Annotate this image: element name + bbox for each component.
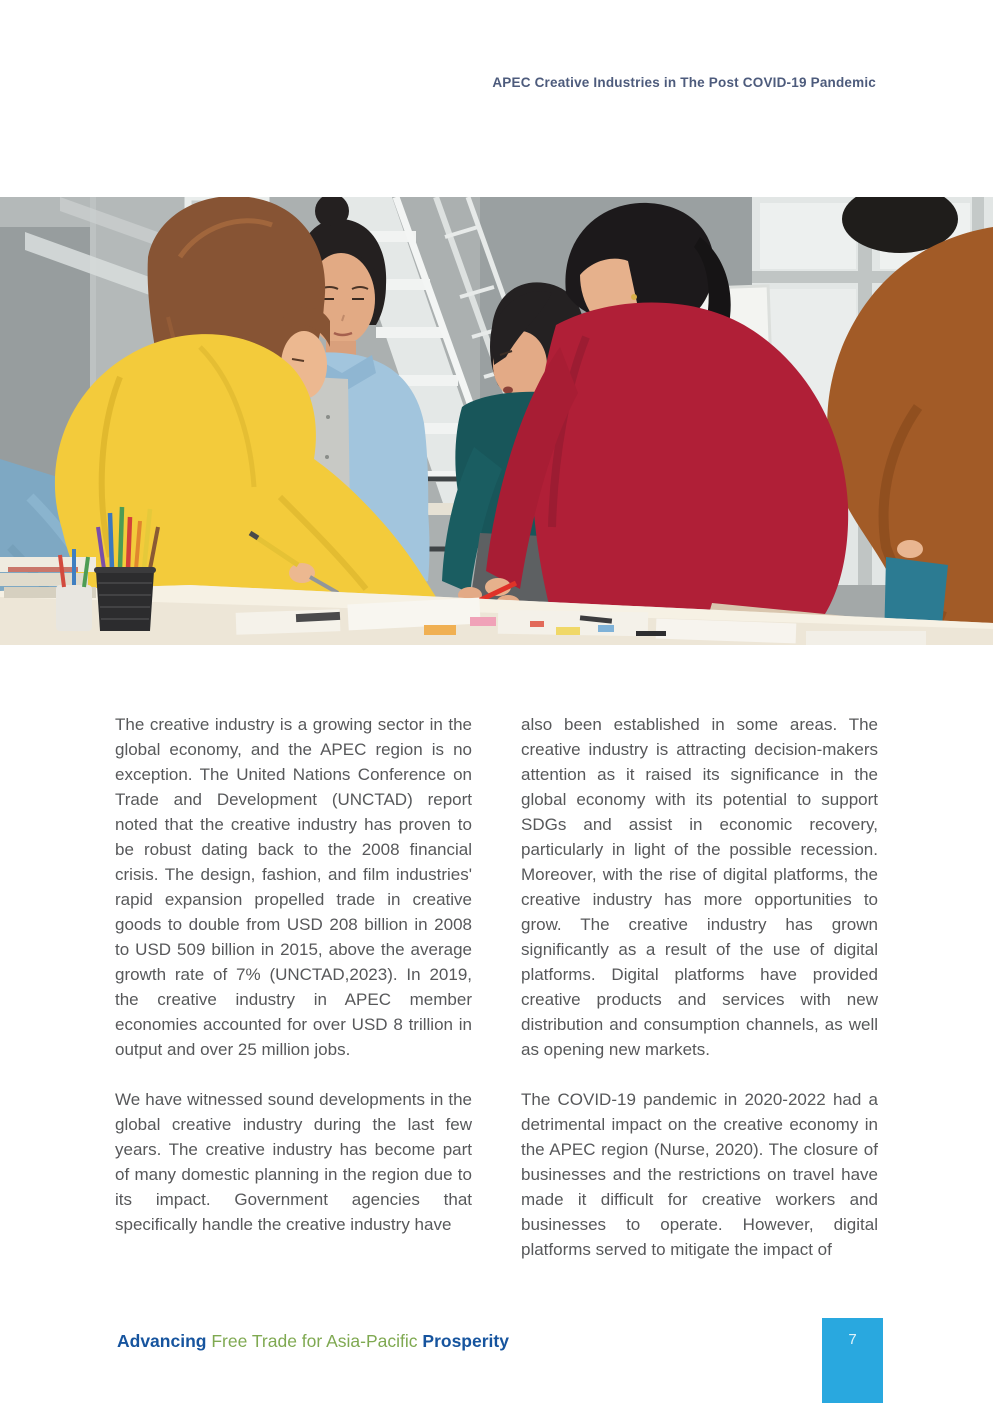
collaboration-photo-illustration bbox=[0, 197, 993, 645]
paragraph-left-1: The creative industry is a growing sector in the global economy, and the APEC region is no exception. The United Nations Conference on Trade and Development (UNCTAD) report noted that the creative industry has proven to be robust dating back to the 2008 financial crisis. The design, fashion, and film industries' rapid expansion propelled trade in creative goods to double from USD 208 billion in 2008 to USD 509 billion in 2015, above the average growth rate of 7% (UNCTAD,2023). In 2019, the creative industry in APEC member economies accounted for over USD 8 trillion in output and over 25 million jobs. bbox=[115, 715, 472, 1059]
page-number-badge bbox=[822, 1318, 883, 1403]
footer-tagline-prosperity: Prosperity bbox=[422, 1331, 509, 1351]
paragraph-left-2: We have witnessed sound developments in the global creative industry during the last few years. The creative industry has become part of many domestic planning in the region due to its impact. Government agencies that specifically handle the creative industry have bbox=[115, 1090, 472, 1234]
paragraph-right-1: also been established in some areas. The creative industry is attracting decision-makers attention as it raised its significance in the global economy with its potential to support SDGs and assist in economic recovery, particularly in light of the possible recession. Moreover, with the rise of digital platforms, the creative industry has more opportunities to grow. The creative industry has grown significantly as a result of the use of digital platforms. Digital platforms have provided creative products and services with new distribution and consumption channels, as well as opening new markets. bbox=[521, 715, 878, 1059]
paragraph-right-2: The COVID-19 pandemic in 2020-2022 had a detrimental impact on the creative economy in the APEC region (Nurse, 2020). The closure of businesses and the restrictions on travel have made it difficult for creative workers and businesses to operate. However, digital platforms served to mitigate the impact of bbox=[521, 1090, 878, 1259]
article-right-column bbox=[521, 712, 878, 1287]
footer-tagline-advancing: Advancing bbox=[117, 1331, 207, 1351]
page-number: 7 bbox=[848, 1331, 857, 1348]
article-left-column bbox=[115, 712, 472, 1262]
footer-tagline bbox=[117, 1331, 509, 1352]
page-title: APEC Creative Industries in The Post COVID-19 Pandemic bbox=[492, 75, 876, 90]
collaboration-photo bbox=[0, 197, 993, 645]
footer-tagline-middle: Free Trade for Asia-Pacific bbox=[206, 1331, 423, 1351]
